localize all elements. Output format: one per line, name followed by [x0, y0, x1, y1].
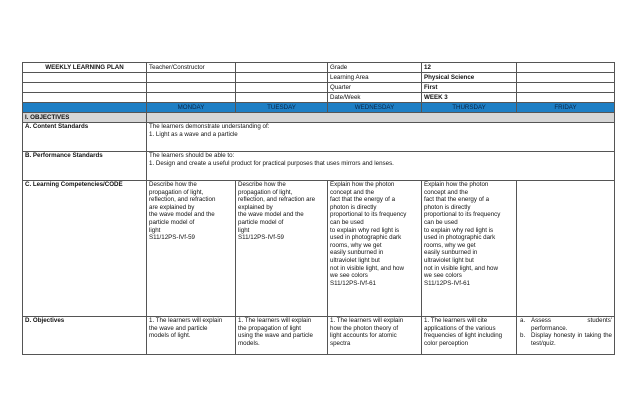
day-header-thursday: THURSDAY [422, 103, 517, 113]
objective-tuesday: 1. The learners will explain the propagation of light using the wave and particle models. [236, 316, 328, 354]
day-header-tuesday: TUESDAY [236, 103, 328, 113]
competency-thursday: Explain how the photon concept and the fact that the energy of a photon is directly proportional to its frequency can be used to explain why red light is used in photographic dark rooms, why we get easily sunburned in ultraviolet light but not in visible light, and how we see colors S11/12PS-IVf-61 [422, 180, 517, 316]
dateweek-label: Date/Week [328, 93, 422, 103]
objectives-row [23, 316, 615, 354]
plan-title: WEEKLY LEARNING PLAN [23, 63, 147, 73]
objectives-label: D. Objectives [23, 316, 147, 354]
header-row-1 [23, 63, 615, 73]
objectives-heading: I. OBJECTIVES [23, 113, 147, 123]
content-standards-label: A. Content Standards [23, 122, 147, 151]
performance-standards-row [23, 151, 615, 180]
performance-standards-text: The learners should be able to: 1. Design and create a useful product for practical purposes that uses mirrors and lenses. [147, 151, 615, 180]
header-row-2 [23, 73, 615, 83]
grade-value: 12 [422, 63, 517, 73]
teacher-value [236, 63, 328, 73]
quarter-value: First [422, 83, 517, 93]
competency-wednesday: Explain how the photon concept and the fact that the energy of a photon is directly proportional to its frequency can be used to explain why red light is used in photographic dark rooms, why we get easily sunburned in ultraviolet light but not in visible light, and how we see colors S11/12PS-IVf-61 [328, 180, 422, 316]
objectives-heading-row [23, 113, 615, 123]
friday-objective-list [519, 317, 612, 347]
quarter-label: Quarter [328, 83, 422, 93]
learning-area-label: Learning Area [328, 73, 422, 83]
competencies-label: C. Learning Competencies/CODE [23, 180, 147, 316]
header-row-3 [23, 83, 615, 93]
day-header-monday: MONDAY [147, 103, 236, 113]
day-header-friday: FRIDAY [517, 103, 615, 113]
objective-monday: 1. The learners will explain the wave and particle models of light. [147, 316, 236, 354]
content-standards-row [23, 122, 615, 151]
competency-friday [517, 180, 615, 316]
objective-wednesday: 1. The learners will explain how the photon theory of light accounts for atomic spectra [328, 316, 422, 354]
performance-standards-label: B. Performance Standards [23, 151, 147, 180]
competencies-row [23, 180, 615, 316]
grade-label: Grade [328, 63, 422, 73]
friday-objective-item: b. Display honesty in taking the test/quiz. [520, 332, 612, 347]
content-standards-text: The learners demonstrate understanding of: 1. Light as a wave and a particle [147, 122, 615, 151]
learning-area-value: Physical Science [422, 73, 517, 83]
teacher-label: Teacher/Constructor [147, 63, 236, 73]
weekly-learning-plan-table [22, 62, 615, 355]
day-header-wednesday: WEDNESDAY [328, 103, 422, 113]
header-row-4 [23, 93, 615, 103]
objective-thursday: 1. The learners will cite applications of the various frequencies of light including color perception [422, 316, 517, 354]
friday-objective-item: a. Assess students' performance. [520, 317, 612, 332]
header-spacer [517, 63, 615, 73]
competency-monday: Describe how the propagation of light, reflection, and refraction are explained by the wave model and the particle model of light S11/12PS-IVf-59 [147, 180, 236, 316]
competency-tuesday: Describe how the propagation of light, reflection, and refraction are explained by the wave model and the particle model of light S11/12PS-IVf-59 [236, 180, 328, 316]
dateweek-value: WEEK 3 [422, 93, 517, 103]
day-header-empty [23, 103, 147, 113]
day-header-row [23, 103, 615, 113]
objective-friday [517, 316, 615, 354]
